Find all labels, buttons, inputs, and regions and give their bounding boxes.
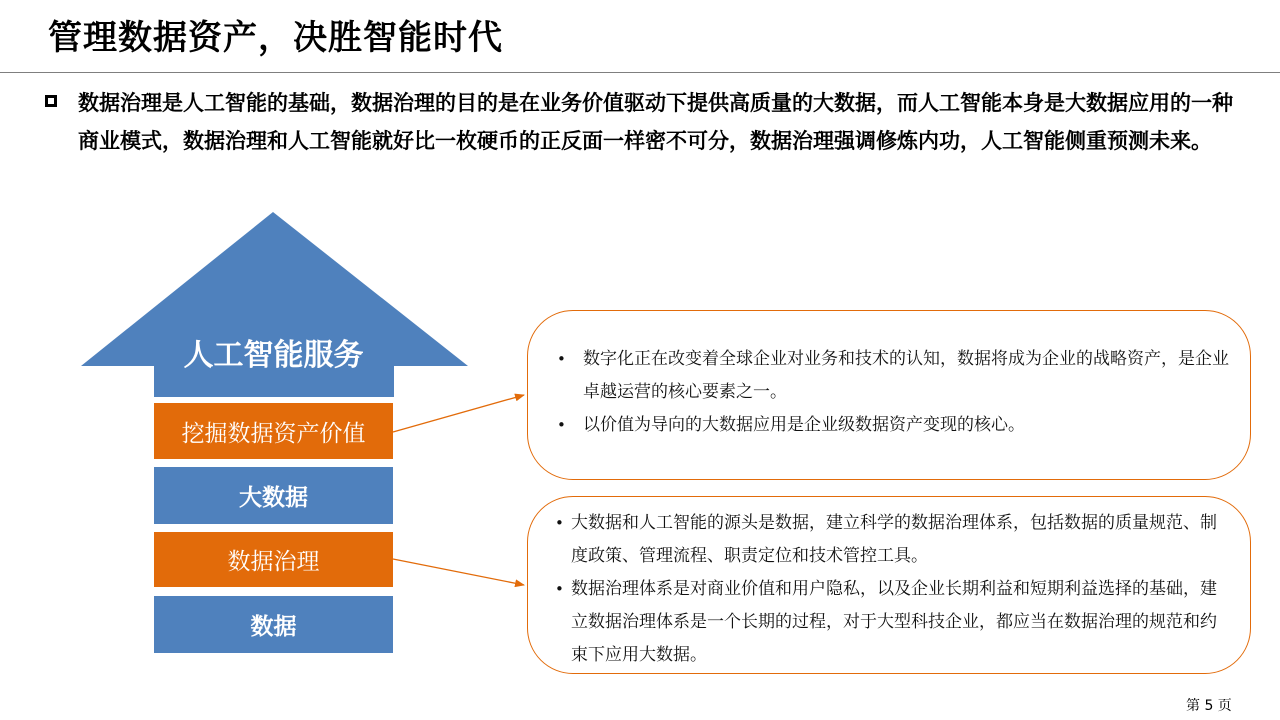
callout-governance-item: • 大数据和人工智能的源头是数据，建立科学的数据治理体系，包括数据的质量规范、制度政策、管理流程、职责定位和技术管控工具。 — [571, 507, 1220, 573]
layer-big-data: 大数据 — [154, 467, 393, 524]
layer-data-governance: 数据治理 — [154, 532, 393, 587]
callout-governance — [527, 496, 1251, 674]
connector-arrow-bottom — [393, 559, 524, 585]
callout-value — [527, 310, 1251, 480]
callout-value-item: • 以价值为导向的大数据应用是企业级数据资产变现的核心。 — [583, 409, 1234, 442]
slide-title: 管理数据资产，决胜智能时代 — [48, 18, 503, 58]
arrow-label: 人工智能服务 — [183, 338, 364, 373]
layer-data: 数据 — [154, 596, 393, 653]
callout-value-item: • 数字化正在改变着全球企业对业务和技术的认知，数据将成为企业的战略资产，是企业卓越运营的核心要素之一。 — [583, 343, 1234, 409]
connector-arrow-top — [393, 395, 524, 432]
intro-paragraph: 数据治理是人工智能的基础，数据治理的目的是在业务价值驱动下提供高质量的大数据，而人工智能本身是大数据应用的一种商业模式，数据治理和人工智能就好比一枚硬币的正反面一样密不可分，数据治理强调修炼内功，人工智能侧重预测未来。 — [78, 91, 1233, 153]
callout-governance-item: • 数据治理体系是对商业价值和用户隐私，以及企业长期利益和短期利益选择的基础，建立数据治理体系是一个长期的过程，对于大型科技企业，都应当在数据治理的规范和约束下应用大数据。 — [571, 573, 1220, 672]
page-number: 第 5 页 — [1186, 698, 1232, 714]
layer-mining-value: 挖掘数据资产价值 — [154, 403, 393, 459]
